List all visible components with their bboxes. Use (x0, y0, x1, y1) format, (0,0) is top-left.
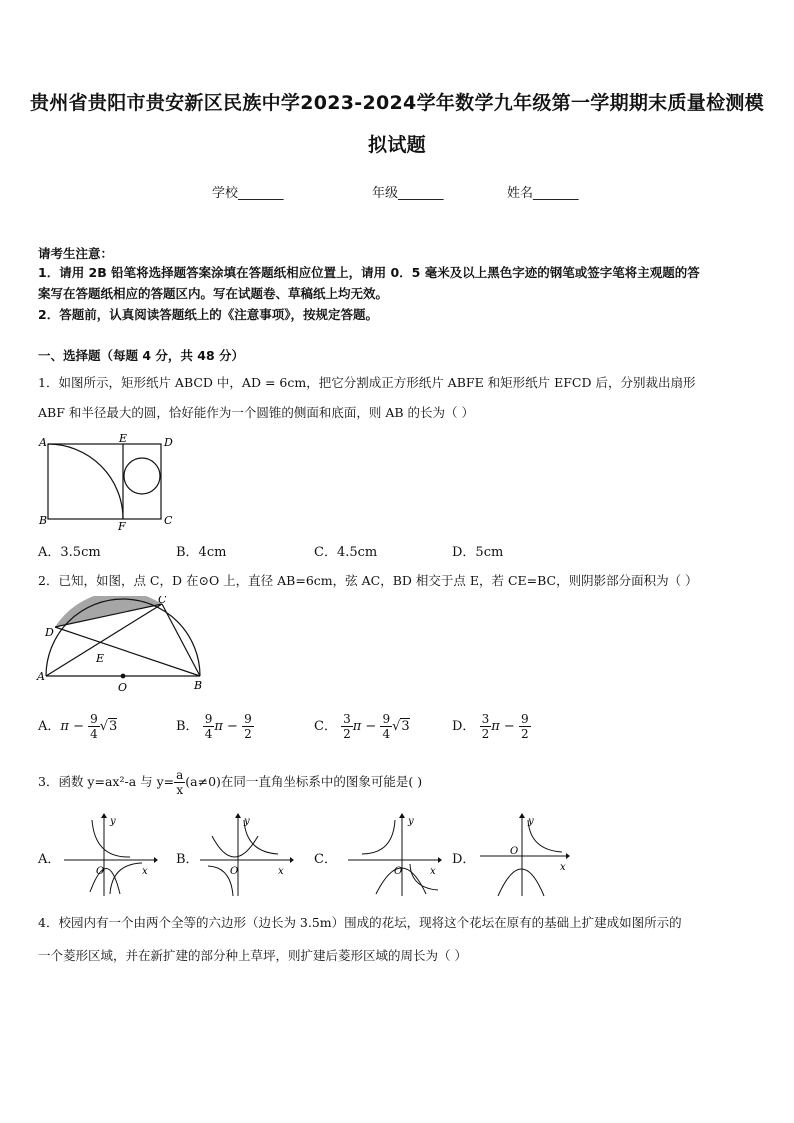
q1-option-b: B．4cm (176, 545, 227, 560)
section1-heading: 一、选择题（每题 4 分，共 48 分） (38, 348, 245, 363)
exam-title-line1: 贵州省贵阳市贵安新区民族中学2023-2024学年数学九年级第一学期期末质量检测模 (30, 92, 764, 114)
q2-figure (34, 596, 209, 696)
q3-option-b-label: B． (176, 852, 199, 867)
q3-graph-d (478, 812, 574, 900)
q2-label-d: D (45, 626, 54, 639)
q3-graph-b (198, 812, 294, 900)
q4-text-line1: 4．校园内有一个由两个全等的六边形（边长为 3.5m）围成的花坛，现将这个花坛在原有的基础上扩建成如图所示的 (38, 915, 682, 930)
q1-option-d: D．5cm (452, 545, 504, 560)
svg-text:O: O (230, 866, 239, 877)
q1-label-a: A (39, 436, 47, 449)
q2-option-d: D． $\frac{3}{2}$ π − $\frac{9}{2}$ (452, 712, 529, 741)
q2-center-o (121, 674, 126, 679)
notice-item2: 2．答题前，认真阅读答题纸上的《注意事项》，按规定答题。 (38, 307, 378, 322)
q2-label-c: C (158, 596, 167, 606)
q1-option-c: C．4.5cm (314, 545, 378, 560)
q3-option-a-label: A． (38, 852, 61, 867)
q2-label-e: E (96, 652, 105, 665)
q1-label-b: B (39, 514, 48, 527)
svg-text:y: y (244, 816, 250, 827)
q3-option-c-label: C． (314, 852, 337, 867)
q1-text-line2: ABF 和半径最大的圆，恰好能作为一个圆锥的侧面和底面，则 AB 的长为（ ） (38, 405, 474, 420)
q1-label-f: F (118, 520, 126, 532)
svg-text:O: O (96, 866, 105, 877)
svg-text:O: O (394, 866, 403, 877)
q2-option-c: C． $\frac{3}{2}$ π − $\frac{9}{4}$ √3 (314, 712, 410, 741)
svg-text:x: x (278, 866, 284, 877)
q1-sector-arc (48, 444, 123, 519)
q2-text-line1: 2．已知，如图，点 C，D 在⊙O 上，直径 AB=6cm，弦 AC，BD 相交于点 E，若 CE=BC，则阴影部分面积为（ ） (38, 573, 698, 588)
q1-text-line1: 1．如图所示，矩形纸片 ABCD 中，AD = 6cm，把它分割成正方形纸片 ABFE 和矩形纸片 EFCD 后，分别裁出扇形 (38, 375, 696, 390)
q3-text: 3．函数 y=ax²-a 与 y= $\frac{a}{x}$ (a≠0)在同一直角坐标系中的图象可能是( ) (38, 768, 423, 797)
q1-label-c: C (164, 514, 173, 527)
q3-option-d-label: D． (452, 852, 476, 867)
grade-field: 年级_______ (372, 186, 444, 201)
svg-text:x: x (560, 862, 566, 873)
q3-graph-a (62, 812, 158, 900)
svg-text:y: y (110, 816, 116, 827)
q1-label-d: D (164, 436, 173, 449)
svg-text:y: y (528, 816, 534, 827)
q3-graph-c (346, 812, 442, 900)
q2-label-o: O (118, 681, 128, 694)
svg-text:y: y (408, 816, 414, 827)
svg-text:x: x (430, 866, 436, 877)
svg-text:x: x (142, 866, 148, 877)
name-field: 姓名_______ (507, 186, 579, 201)
school-field: 学校_______ (212, 186, 284, 201)
q2-option-b: B． $\frac{9}{4}$ π − $\frac{9}{2}$ (176, 712, 252, 741)
q4-text-line2: 一个菱形区域，并在新扩建的部分种上草坪，则扩建后菱形区域的周长为（ ） (38, 948, 467, 963)
q1-rectangle-abcd (48, 444, 161, 519)
q2-label-a: A (37, 670, 45, 683)
q2-label-b: B (194, 679, 203, 692)
notice-item1-line1: 1．请用 2B 铅笔将选择题答案涂填在答题纸相应位置上，请用 0．5 毫米及以上黑色字迹的钢笔或签字笔将主观题的答 (38, 265, 700, 280)
q1-option-a: A．3.5cm (38, 545, 101, 560)
q2-option-a: A．π − $\frac{9}{4}$ √3 (38, 712, 118, 741)
q1-label-e: E (119, 434, 128, 445)
exam-title-line2: 拟试题 (368, 134, 426, 156)
notice-heading: 请考生注意： (38, 246, 114, 261)
svg-text:O: O (510, 846, 519, 857)
q1-circle (124, 458, 160, 494)
notice-item1-line2: 案写在答题纸相应的答题区内。写在试题卷、草稿纸上均无效。 (38, 286, 389, 301)
q1-figure (36, 434, 176, 532)
